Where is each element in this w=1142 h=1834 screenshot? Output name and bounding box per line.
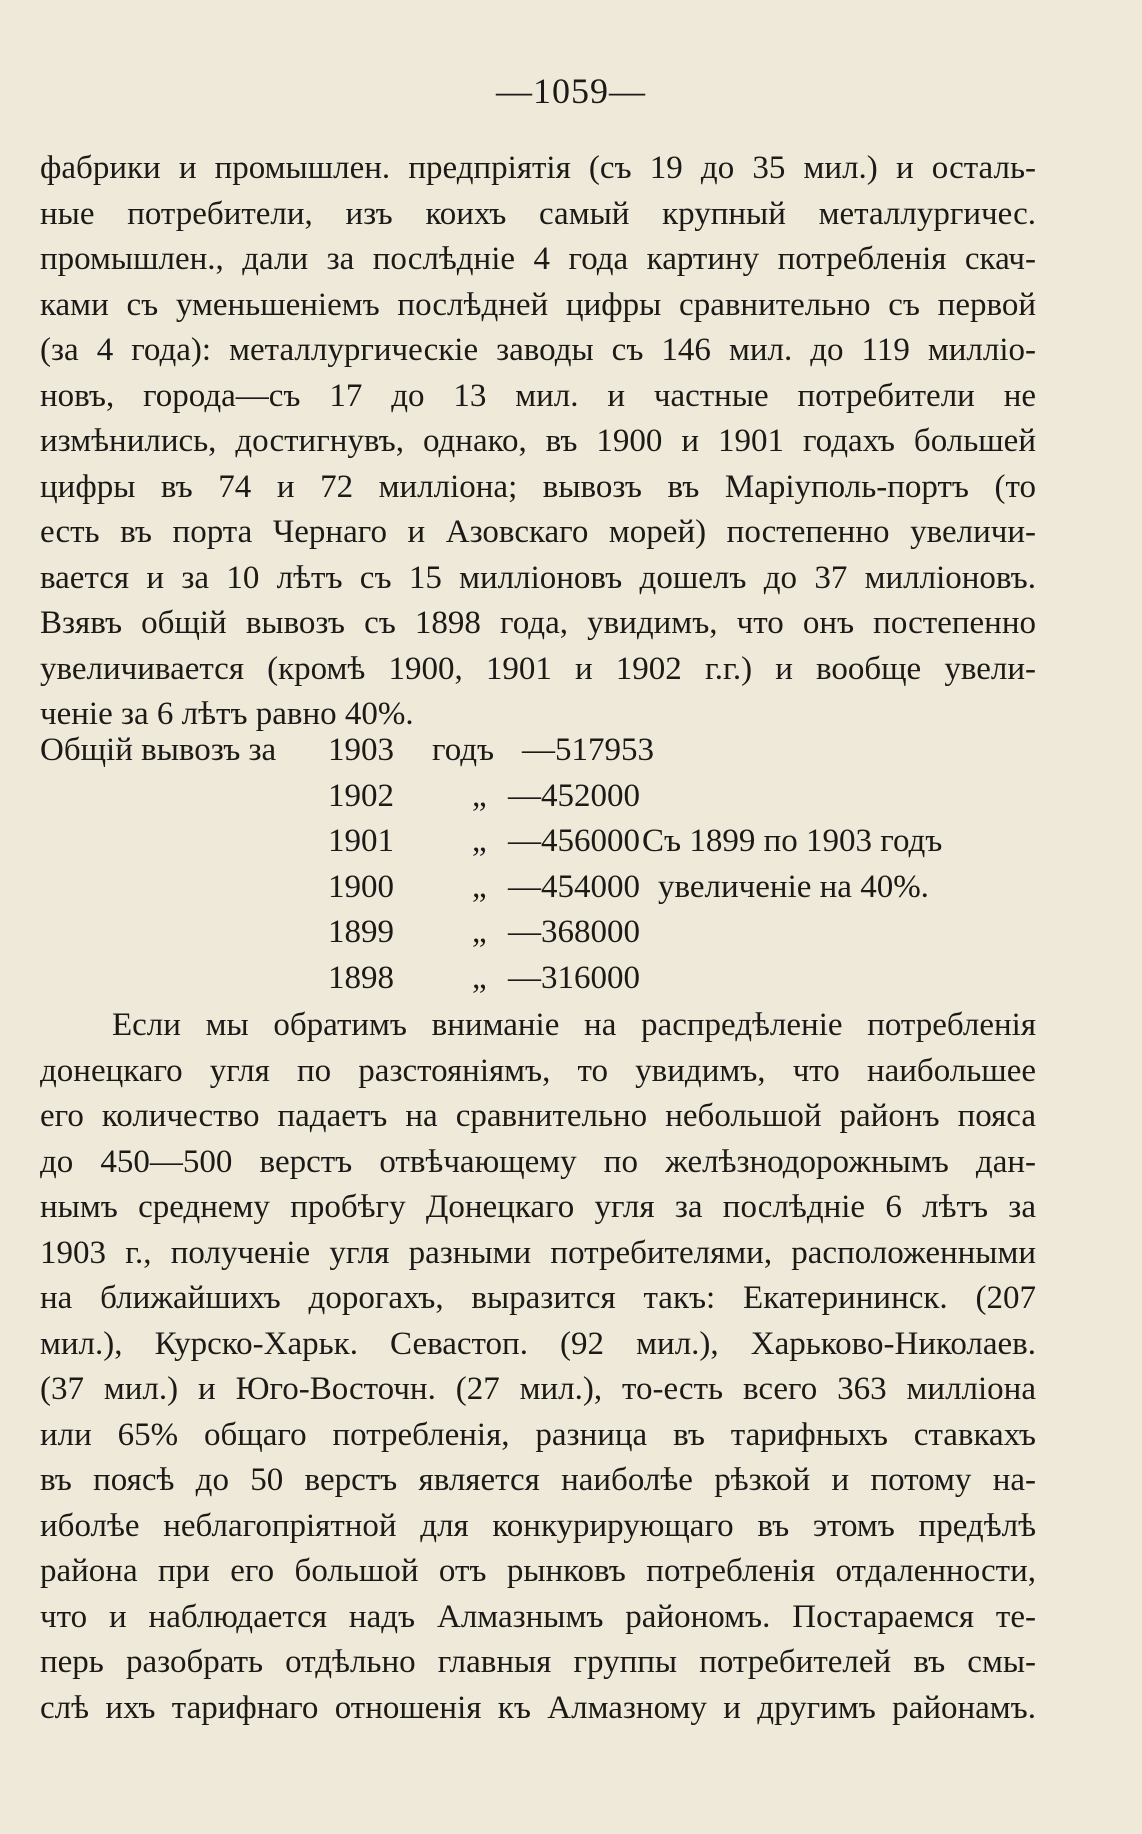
table-year: 1898	[328, 959, 394, 996]
table-label: Общій вывозъ за	[40, 732, 277, 768]
text-line: 1903 г., полученіе угля разными потребителями, расположенными	[40, 1234, 1036, 1271]
text-line: что и наблюдается надъ Алмазнымъ райономъ. Постараемся те-	[40, 1598, 1036, 1635]
table-ditto: „	[472, 868, 487, 905]
table-note: Съ 1899 по 1903 годъ	[642, 823, 943, 859]
text-line: ные потребители, изъ коихъ самый крупный металлургичес.	[40, 195, 1036, 232]
text-line: есть въ порта Чернаго и Азовскаго морей) постепенно увеличи-	[40, 514, 1036, 550]
table-value: —517953	[522, 732, 654, 768]
table-year: 1901	[328, 823, 394, 859]
table-note: увеличеніе на 40%.	[658, 868, 929, 905]
text-line: въ поясѣ до 50 верстъ является наиболѣе рѣзкой и потому на-	[40, 1462, 1036, 1498]
table-ditto: „	[472, 914, 487, 950]
table-ditto: „	[472, 959, 487, 996]
paragraph-distance-distribution	[40, 1003, 1036, 1731]
text-line: (за 4 года): металлургическіе заводы съ 146 мил. до 119 милліо-	[40, 332, 1036, 368]
text-line: до 450—500 верстъ отвѣчающему по желѣзнодорожнымъ дан-	[40, 1143, 1036, 1180]
table-value: —368000	[508, 914, 640, 950]
text-line: Взявъ общій вывозъ съ 1898 года, увидимъ, что онъ постепенно	[40, 605, 1036, 641]
table-row	[40, 774, 1040, 820]
text-line: на ближайшихъ дорогахъ, выразится такъ: Екатерининск. (207	[40, 1280, 1036, 1316]
text-line: новъ, города—съ 17 до 13 мил. и частные потребители не	[40, 377, 1036, 414]
table-unit: годъ	[432, 732, 495, 768]
table-ditto: „	[472, 777, 487, 814]
table-year: 1902	[328, 777, 394, 814]
table-value: —454000	[508, 868, 640, 905]
text-line: донецкаго угля по разстояніямъ, то увидимъ, что наибольшее	[40, 1052, 1036, 1089]
text-line: района при его большой отъ рынковъ потребленія отдаленности,	[40, 1553, 1036, 1589]
table-value: —452000	[508, 777, 640, 814]
text-line: или 65% общаго потребленія, разница въ тарифныхъ ставкахъ	[40, 1416, 1036, 1453]
text-line: слѣ ихъ тарифнаго отношенія къ Алмазному и другимъ районамъ.	[40, 1689, 1036, 1726]
table-value: —316000	[508, 959, 640, 996]
table-year: 1900	[328, 868, 394, 905]
table-value: —456000	[508, 823, 640, 859]
table-ditto: „	[472, 823, 487, 859]
text-line: фабрики и промышлен. предпріятія (съ 19 до 35 мил.) и осталь-	[40, 150, 1036, 186]
text-line: увеличивается (кромѣ 1900, 1901 и 1902 г.г.) и вообще увели-	[40, 650, 1036, 687]
text-line: мил.), Курско-Харьк. Севастоп. (92 мил.), Харьково-Николаев.	[40, 1325, 1036, 1362]
table-year: 1903	[328, 732, 394, 768]
text-line: иболѣе неблагопріятной для конкурирующаго въ этомъ предѣлѣ	[40, 1507, 1036, 1544]
table-row	[40, 865, 1040, 911]
table-row	[40, 956, 1040, 1002]
text-line: ками съ уменьшеніемъ послѣдней цифры сравнительно съ первой	[40, 286, 1036, 323]
table-row	[40, 910, 1040, 956]
page-number: —1059—	[496, 71, 646, 111]
text-line: измѣнились, достигнувъ, однако, въ 1900 и 1901 годахъ большей	[40, 423, 1036, 459]
table-row	[40, 728, 1040, 774]
text-line: ченіе за 6 лѣтъ равно 40%.	[40, 696, 414, 732]
text-line: вается и за 10 лѣтъ съ 15 милліоновъ дошелъ до 37 милліоновъ.	[40, 559, 1036, 596]
text-line: цифры въ 74 и 72 милліона; вывозъ въ Маріуполь-портъ (то	[40, 468, 1036, 505]
paragraph-consumption-trends	[40, 146, 1036, 738]
table-year: 1899	[328, 914, 394, 950]
text-line: (37 мил.) и Юго-Восточн. (27 мил.), то-есть всего 363 милліона	[40, 1371, 1036, 1407]
text-line: его количество падаетъ на сравнительно небольшой районъ пояса	[40, 1098, 1036, 1134]
export-table	[40, 728, 1040, 1001]
table-row	[40, 819, 1040, 865]
text-line: Если мы обратимъ вниманіе на распредѣленіе потребленія	[112, 1007, 1036, 1043]
text-line: перь разобрать отдѣльно главныя группы потребителей въ смы-	[40, 1644, 1036, 1680]
text-line: промышлен., дали за послѣдніе 4 года картину потребленія скач-	[40, 241, 1036, 277]
text-line: нымъ среднему пробѣгу Донецкаго угля за послѣдніе 6 лѣтъ за	[40, 1189, 1036, 1225]
